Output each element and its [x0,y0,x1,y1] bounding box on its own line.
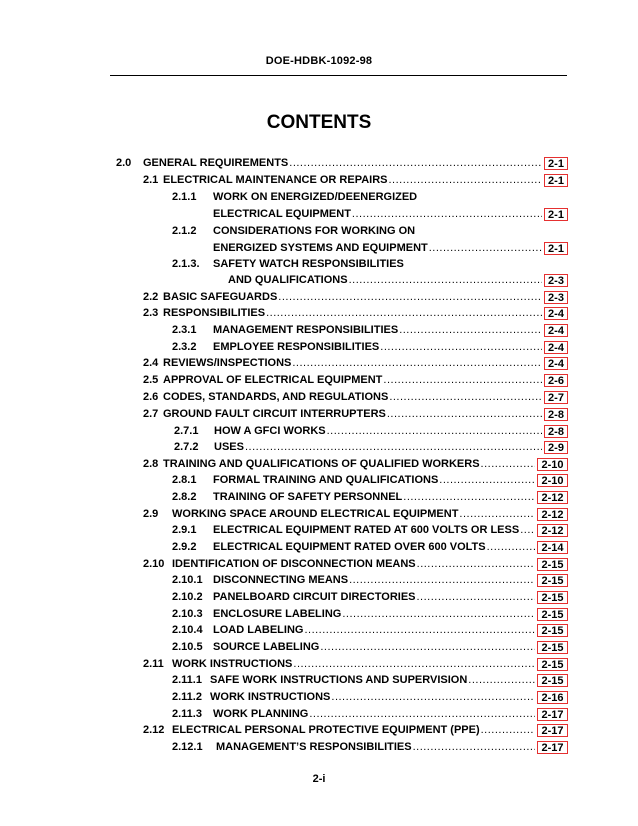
toc-entry-number: 2.12.1 [172,741,203,753]
toc-entry-title: PANELBOARD CIRCUIT DIRECTORIES [213,591,416,603]
toc-page-number: 2-12 [537,491,568,504]
toc-entry-number: 2.3 [143,307,159,319]
dot-leader [468,672,535,688]
toc-entry[interactable] [163,172,543,188]
toc-entry-number: 2.9.2 [172,541,197,553]
dot-leader [417,589,536,605]
dot-leader [429,240,542,256]
toc-entry-number: 2.8.2 [172,491,197,503]
toc-entry-number: 2.8 [143,458,159,470]
page-number: 2-i [312,773,326,785]
toc-entry[interactable] [210,689,536,705]
toc-page-number: 2-15 [537,574,568,587]
toc-page-number: 2-15 [537,558,568,571]
toc-entry[interactable] [163,389,543,405]
toc-page-number: 2-1 [544,208,568,221]
toc-page-number: 2-1 [544,242,568,255]
toc-entry[interactable] [213,489,536,505]
toc-page-number: 2-7 [544,391,568,404]
toc-entry[interactable] [213,539,536,555]
toc-entry[interactable] [213,622,536,638]
toc-entry[interactable] [228,272,543,288]
dot-leader [481,722,535,738]
toc-entry-number: 2.2 [143,291,159,303]
toc-page-number: 2-15 [537,641,568,654]
dot-leader [331,689,535,705]
toc-entry-number: 2.12 [143,724,165,736]
dot-leader [349,272,542,288]
dot-leader [245,439,542,455]
toc-entry-number: 2.7 [143,408,159,420]
toc-entry[interactable] [163,406,543,422]
toc-entry-title: SOURCE LABELING [213,641,320,653]
toc-entry-number: 2.7.1 [174,425,199,437]
toc-entry[interactable] [213,589,536,605]
toc-entry[interactable] [213,639,536,655]
toc-page-number: 2-3 [544,291,568,304]
toc-entry[interactable] [163,289,543,305]
dot-leader [292,355,542,371]
document-id: DOE-HDBK-1092-98 [265,55,373,67]
toc-page-number: 2-10 [537,458,568,471]
toc-entry-number: 2.10.4 [172,624,203,636]
dot-leader [383,372,542,388]
toc-page-number: 2-12 [537,508,568,521]
toc-entry-number: 2.11.3 [172,708,202,720]
toc-entry[interactable] [172,656,536,672]
toc-entry[interactable] [163,305,543,321]
toc-entry-title: WORK ON ENERGIZED/DEENERGIZED [213,191,418,203]
toc-page-number: 2-9 [544,441,568,454]
toc-entry-title: GROUND FAULT CIRCUIT INTERRUPTERS [163,408,386,420]
toc-entry-number: 2.9.1 [172,524,197,536]
toc-entry-number: 2.10.1 [172,574,203,586]
toc-entry[interactable] [213,240,543,256]
toc-entry[interactable] [213,189,417,205]
toc-entry[interactable] [213,322,543,338]
toc-entry[interactable] [214,423,543,439]
toc-entry-title: DISCONNECTING MEANS [213,574,349,586]
dot-leader [320,639,535,655]
toc-entry-number: 2.11.2 [172,691,202,703]
toc-page-number: 2-15 [537,624,568,637]
toc-page-number: 2-17 [537,741,568,754]
toc-entry-title: WORK INSTRUCTIONS [172,658,293,670]
dot-leader [309,706,535,722]
dot-leader [293,656,535,672]
toc-entry-number: 2.4 [143,357,159,369]
toc-entry[interactable] [213,339,543,355]
toc-page-number: 2-4 [544,324,568,337]
toc-entry-number: 2.0 [116,157,132,169]
toc-page-number: 2-15 [537,591,568,604]
toc-entry-title: RESPONSIBILITIES [163,307,266,319]
dot-leader [327,423,542,439]
toc-entry[interactable] [163,372,543,388]
toc-entry-title: SAFE WORK INSTRUCTIONS AND SUPERVISION [210,674,468,686]
dot-leader [289,155,542,171]
toc-entry[interactable] [210,672,536,688]
toc-entry-number: 2.8.1 [172,474,197,486]
toc-entry-number: 2.3.2 [172,341,197,353]
toc-entry-number: 2.1.3. [172,258,200,270]
dot-leader [304,622,535,638]
toc-entry-number: 2.3.1 [172,324,197,336]
toc-entry-title: MANAGEMENT RESPONSIBILITIES [213,324,399,336]
dot-leader [439,472,535,488]
toc-entry-title: REVIEWS/INSPECTIONS [163,357,292,369]
dot-leader [352,206,542,222]
toc-page-number: 2-8 [544,425,568,438]
toc-entry-number: 2.10.3 [172,608,203,620]
dot-leader [487,539,535,555]
toc-entry-title: FORMAL TRAINING AND QUALIFICATIONS [213,474,439,486]
toc-entry-number: 2.9 [143,508,159,520]
toc-entry-title: ELECTRICAL EQUIPMENT RATED OVER 600 VOLTS [213,541,486,553]
toc-entry-number: 2.11 [143,658,164,670]
toc-entry-number: 2.10.2 [172,591,203,603]
toc-page-number: 2-10 [537,474,568,487]
dot-leader [380,339,542,355]
toc-entry-title: GENERAL REQUIREMENTS [143,157,289,169]
dot-leader [399,322,542,338]
toc-entry[interactable] [213,472,536,488]
toc-entry-title: ENERGIZED SYSTEMS AND EQUIPMENT [213,242,428,254]
dot-leader [389,172,543,188]
toc-page-number: 2-17 [537,708,568,721]
toc-entry-number: 2.1.2 [172,225,197,237]
toc-entry-number: 2.1.1 [172,191,197,203]
toc-entry[interactable] [213,606,536,622]
toc-entry-title: HOW A GFCI WORKS [214,425,326,437]
toc-entry-title: WORK INSTRUCTIONS [210,691,331,703]
toc-entry-title: TRAINING OF SAFETY PERSONNEL [213,491,403,503]
toc-entry-title: TRAINING AND QUALIFICATIONS OF QUALIFIED WORKERS [163,458,480,470]
dot-leader [417,556,535,572]
toc-entry[interactable] [163,456,536,472]
toc-entry-title: ELECTRICAL EQUIPMENT [213,208,351,220]
toc-page-number: 2-1 [544,174,568,187]
toc-page-number: 2-15 [537,608,568,621]
dot-leader [266,305,542,321]
dot-leader [481,456,535,472]
toc-entry-title: BASIC SAFEGUARDS [163,291,278,303]
toc-entry-number: 2.5 [143,374,159,386]
toc-entry-number: 2.7.2 [174,441,199,453]
toc-entry[interactable] [213,522,536,538]
dot-leader [342,606,535,622]
toc-entry[interactable] [213,223,415,239]
toc-entry-number: 2.6 [143,391,159,403]
toc-page-number: 2-8 [544,408,568,421]
toc-entry-title: CODES, STANDARDS, AND REGULATIONS [163,391,389,403]
dot-leader [278,289,542,305]
toc-entry-title: CONSIDERATIONS FOR WORKING ON [213,225,416,237]
toc-entry[interactable] [172,556,536,572]
toc-entry[interactable] [213,706,536,722]
dot-leader [403,489,535,505]
toc-entry-title: ELECTRICAL PERSONAL PROTECTIVE EQUIPMENT (PPE) [172,724,480,736]
toc-entry[interactable] [213,256,404,272]
toc-entry-title: WORKING SPACE AROUND ELECTRICAL EQUIPMENT [172,508,459,520]
dot-leader [389,389,542,405]
toc-page-number: 2-15 [537,658,568,671]
dot-leader [520,522,535,538]
toc-page-number: 2-16 [537,691,568,704]
toc-entry-title: APPROVAL OF ELECTRICAL EQUIPMENT [163,374,383,386]
toc-page-number: 2-4 [544,341,568,354]
toc-page-number: 2-3 [544,274,568,287]
toc-entry[interactable] [213,572,536,588]
dot-leader [349,572,535,588]
toc-page-number: 2-12 [537,524,568,537]
toc-page-number: 2-15 [537,674,568,687]
toc-entry-title: IDENTIFICATION OF DISCONNECTION MEANS [172,558,416,570]
toc-entry[interactable] [172,506,536,522]
toc-entry[interactable] [143,155,543,171]
page-title: CONTENTS [266,112,372,133]
toc-entry-title: ELECTRICAL EQUIPMENT RATED AT 600 VOLTS OR LESS [213,524,520,536]
toc-page-number: 2-17 [537,724,568,737]
toc-entry-title: AND QUALIFICATIONS [228,274,348,286]
toc-entry-number: 2.11.1 [172,674,202,686]
toc-entry[interactable] [214,439,543,455]
toc-page-number: 2-6 [544,374,568,387]
toc-entry-title: EMPLOYEE RESPONSIBILITIES [213,341,380,353]
dot-leader [459,506,535,522]
toc-entry[interactable] [163,355,543,371]
toc-entry-number: 2.10.5 [172,641,203,653]
toc-entry-number: 2.10 [143,558,165,570]
toc-page-number: 2-14 [537,541,568,554]
toc-page-number: 2-4 [544,357,568,370]
toc-page-number: 2-4 [544,307,568,320]
dot-leader [387,406,542,422]
toc-entry[interactable] [213,206,543,222]
toc-entry[interactable] [172,722,536,738]
toc-page-number: 2-1 [544,157,568,170]
toc-entry-number: 2.1 [143,174,159,186]
toc-entry-title: USES [214,441,244,453]
toc-entry-title: WORK PLANNING [213,708,309,720]
toc-entry-title: MANAGEMENT’S RESPONSIBILITIES [216,741,412,753]
toc-entry[interactable] [216,739,536,755]
dot-leader [413,739,535,755]
toc-entry-title: SAFETY WATCH RESPONSIBILITIES [213,258,404,270]
toc-entry-title: ELECTRICAL MAINTENANCE OR REPAIRS [163,174,388,186]
toc-entry-title: LOAD LABELING [213,624,304,636]
header-rule [110,75,567,76]
toc-entry-title: ENCLOSURE LABELING [213,608,342,620]
